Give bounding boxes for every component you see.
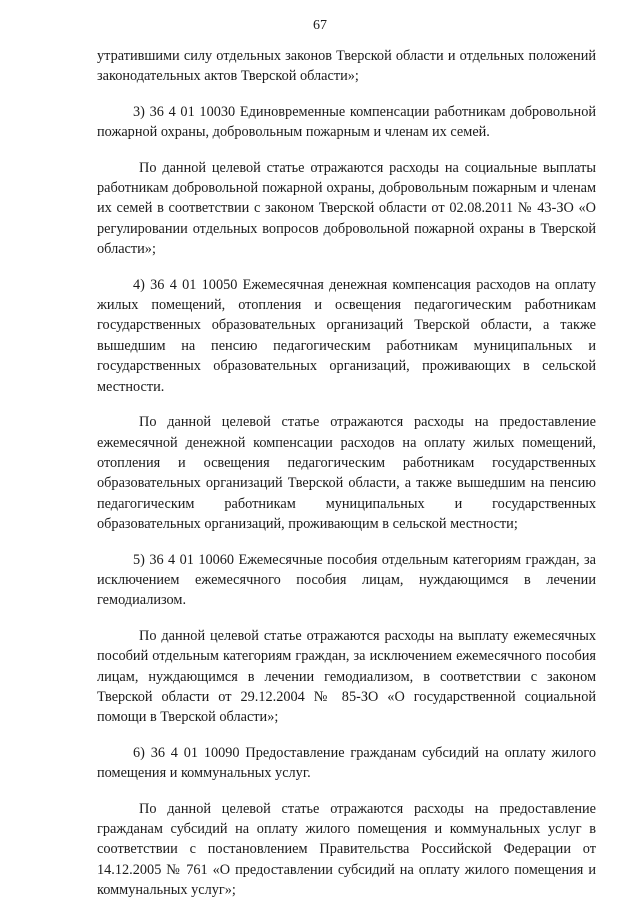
paragraph-item-5: 5) 36 4 01 10060 Ежемесячные пособия отдельным категориям граждан, за исключением ежемесячного пособия лицам, нуждающимся в лечении гемодиализом. [97,551,596,609]
paragraph-item-6: 6) 36 4 01 10090 Предоставление гражданам субсидий на оплату жилого помещения и коммунальных услуг. [97,744,596,782]
paragraph-description-4: По данной целевой статье отражаются расходы на предоставление ежемесячной денежной компенсации расходов на оплату жилых помещений, отопления и освещения педагогическим работникам государственных образовательных организаций Тверской области, а также вышедшим на пенсию педагогическим работникам муниципальных и государственных образовательных организаций, проживающим в сельской местности; [97,414,596,533]
paragraph-item-4: 4) 36 4 01 10050 Ежемесячная денежная компенсация расходов на оплату жилых помещений, отопления и освещения педагогическим работникам государственных образовательных организаций Тверской области, а также вышедшим на пенсию педагогическим работникам муниципальных и государственных образовательных организаций, проживающих в сельской местности. [97,276,596,395]
page-number: 67 [313,18,327,33]
document-body [97,46,596,916]
paragraph-description-3: По данной целевой статье отражаются расходы на социальные выплаты работникам добровольной пожарной охраны, добровольным пожарным и членам их семей в соответствии с законом Тверской области от 02.08.2011 № 43-ЗО «О регулировании отдельных вопросов добровольной пожарной охраны в Тверской области»; [97,159,596,258]
paragraph-continuation: утратившими силу отдельных законов Тверской области и отдельных положений законодательных актов Тверской области»; [97,48,596,85]
paragraph-item-3: 3) 36 4 01 10030 Единовременные компенсации работникам добровольной пожарной охраны, добровольным пожарным и членам их семей. [97,103,596,141]
paragraph-description-5: По данной целевой статье отражаются расходы на выплату ежемесячных пособий отдельным категориям граждан, за исключением ежемесячного пособия лицам, нуждающимся в лечении гемодиализом, в соответствии с законом Тверской области от 29.12.2004 № 85-ЗО «О государственной социальной помощи в Тверской области»; [97,627,596,726]
paragraph-description-6: По данной целевой статье отражаются расходы на предоставление гражданам субсидий на оплату жилого помещения и коммунальных услуг в соответствии с постановлением Правительства Российской Федерации от 14.12.2005 № 761 «О предоставлении субсидий на оплату жилого помещения и коммунальных услуг»; [97,800,596,899]
